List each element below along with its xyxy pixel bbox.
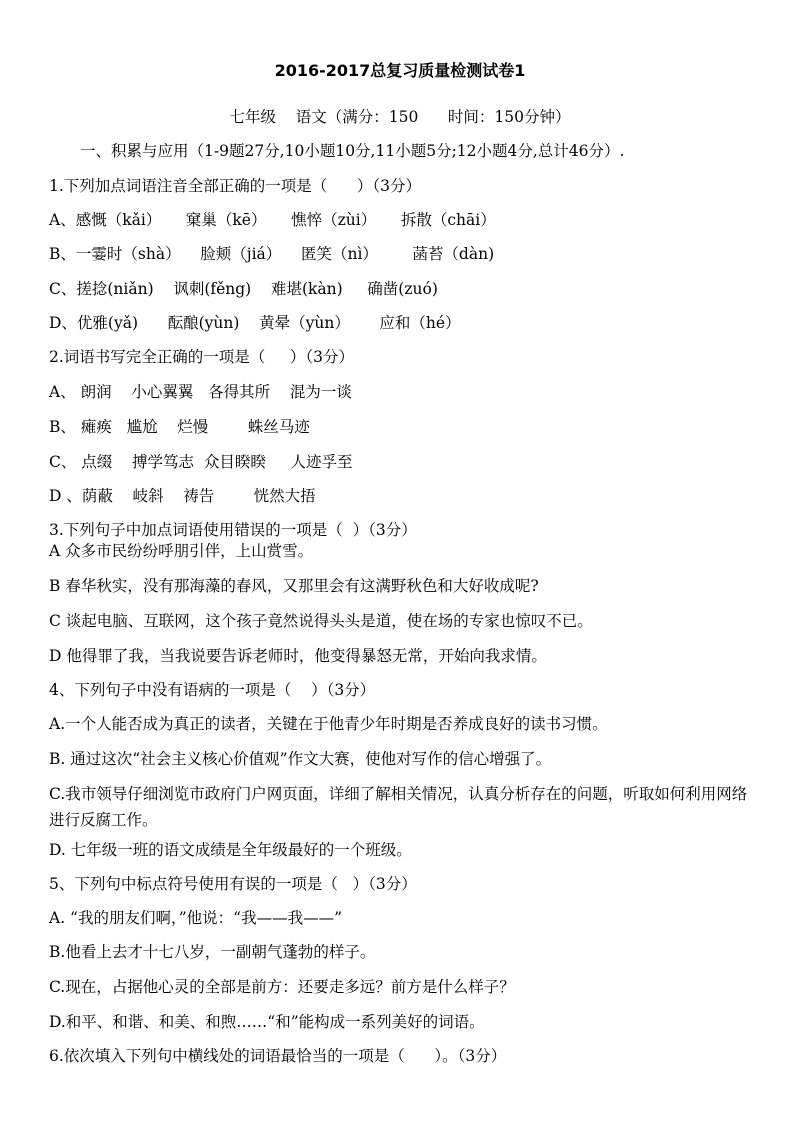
question-5-option-d: D.和平、和谐、和美、和煦……“和”能构成一系列美好的词语。	[49, 1013, 485, 1031]
question-5-stem: 5、下列句中标点符号使用有误的一项是（ ）（3分）	[49, 875, 417, 893]
question-2-option-d: D 、荫蔽 岐斜 祷告 恍然大捂	[49, 487, 316, 505]
question-1-stem: 1.下列加点词语注音全部正确的一项是（ ）（3分）	[49, 177, 421, 195]
question-1-option-a: A、感慨（kǎi） 窠巢（kē） 憔悴（zùi） 拆散（chāi）	[49, 211, 496, 229]
question-1-option-d: D、优雅(yǎ) 酝酿(yùn) 黄晕（yùn） 应和（hé）	[49, 314, 461, 332]
question-5-option-a: A. “我的朋友们啊，”他说：“我——我——”	[49, 909, 342, 927]
question-4-option-c: C.我市领导仔细浏览市政府门户网页面，详细了解相关情况，认真分析存在的问题，听取如何利用网络进行反腐工作。	[49, 785, 748, 829]
question-2-option-a: A、 朗润 小心翼翼 各得其所 混为一谈	[49, 383, 352, 401]
question-1-option-b: B、一霎时（shà） 脸颊（jiá） 匿笑（nì） 菡苔（dàn)	[49, 245, 495, 263]
exam-subtitle: 七年级 语文（满分：150 时间：150分钟）	[229, 108, 571, 126]
section-heading: 一、积累与应用（1-9题27分,10小题10分,11小题5分;12小题4分,总计46分）.	[80, 142, 625, 160]
question-2-option-c: C、 点缀 搏学笃志 众目睽睽 人迹孚至	[49, 453, 353, 471]
question-2-option-b: B、 瘫痪 尴尬 烂慢 蛛丝马迹	[49, 418, 310, 436]
question-4-option-b: B. 通过这次“社会主义核心价值观”作文大赛，使他对写作的信心增强了。	[49, 750, 552, 768]
question-3-option-a: A 众多市民纷纷呼朋引伴，上山赏雪。	[49, 542, 314, 560]
question-5-option-c: C.现在，占据他心灵的全部是前方：还要走多远？前方是什么样子？	[49, 978, 515, 996]
question-3-option-d: D 他得罪了我，当我说要告诉老师时，他变得暴怒无常，开始向我求情。	[49, 647, 547, 665]
question-4-option-d: D. 七年级一班的语文成绩是全年级最好的一个班级。	[49, 841, 412, 859]
question-3-option-c: C 谈起电脑、互联网，这个孩子竟然说得头头是道，使在场的专家也惊叹不已。	[49, 612, 593, 630]
exam-title: 2016-2017总复习质量检测试卷1	[274, 61, 526, 80]
question-2-stem: 2.词语书写完全正确的一项是（ ）（3分）	[49, 348, 355, 366]
question-3-option-b: B 春华秋实，没有那海藻的春风，又那里会有这满野秋色和大好收成呢?	[49, 577, 539, 595]
question-4-option-a: A.一个人能否成为真正的读者，关键在于他青少年时期是否养成良好的读书习惯。	[49, 715, 608, 733]
question-5-option-b: B.他看上去才十七八岁，一副朝气蓬勃的样子。	[49, 943, 376, 961]
question-3-stem: 3.下列句子中加点词语使用错误的一项是（ ）（3分）	[49, 521, 417, 539]
question-4-stem: 4、下列句子中没有语病的一项是（ ）（3分）	[49, 681, 376, 699]
question-1-option-c: C、搓捻(niǎn) 讽刺(fěng) 难堪(kàn) 确凿(zuó)	[49, 280, 438, 298]
question-6-stem: 6.依次填入下列句中横线处的词语最恰当的一项是（ ）。（3分）	[49, 1047, 507, 1065]
